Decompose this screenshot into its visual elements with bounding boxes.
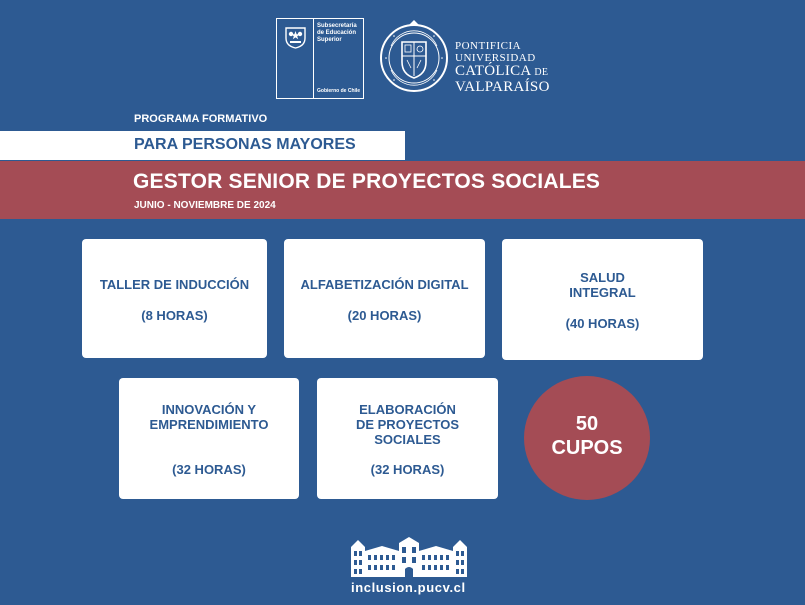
module-card-taller-induccion: [82, 239, 267, 358]
chile-gov-shield-icon: [283, 25, 308, 49]
pucv-seal-icon: [378, 16, 450, 100]
program-dates: JUNIO - NOVIEMBRE DE 2024: [134, 200, 276, 211]
module-name-line: ALFABETIZACIÓN DIGITAL: [300, 277, 469, 292]
cupos-badge: [524, 376, 650, 500]
module-name-line: INNOVACIÓN Y: [161, 402, 257, 417]
module-name: [82, 277, 267, 292]
module-name-line: INTEGRAL: [569, 285, 636, 300]
module-card-elaboracion-proyectos: [317, 378, 498, 499]
pucv-wordmark: [455, 40, 550, 95]
module-card-alfabetizacion-digital: [284, 239, 485, 358]
module-card-salud-integral: [502, 239, 703, 360]
gov-title-line: Superior: [317, 37, 342, 43]
module-name-line: TALLER DE INDUCCIÓN: [99, 277, 250, 292]
cupos-label: CUPOS: [551, 437, 623, 459]
footer-url: inclusion.pucv.cl: [351, 580, 466, 595]
module-name-line: SOCIALES: [374, 432, 441, 447]
university-building-icon: [349, 537, 469, 577]
cupos-number: 50: [575, 413, 599, 435]
program-title: GESTOR SENIOR DE PROYECTOS SOCIALES: [133, 170, 601, 193]
module-name: [502, 270, 703, 300]
module-hours: (20 HORAS): [347, 308, 422, 323]
module-name: [284, 277, 485, 292]
module-hours: (8 HORAS): [141, 308, 208, 323]
program-label: PROGRAMA FORMATIVO: [134, 113, 268, 125]
audience-text: PARA PERSONAS MAYORES: [134, 136, 356, 153]
pucv-line-3-small: DE: [531, 67, 549, 78]
gov-title-line: de Educación: [317, 30, 357, 36]
module-name-line: EMPRENDIMIENTO: [149, 417, 269, 432]
module-card-innovacion-emprendimiento: [119, 378, 299, 499]
module-name-line: SALUD: [580, 270, 625, 285]
module-hours: (32 HORAS): [370, 462, 445, 477]
pucv-line-3-main: CATÓLICA: [455, 63, 532, 79]
pucv-line-2: UNIVERSIDAD: [455, 52, 536, 64]
gov-logo-divider: [313, 19, 314, 98]
module-name-line: DE PROYECTOS: [355, 417, 460, 432]
module-name-line: ELABORACIÓN: [359, 402, 456, 417]
module-hours: (40 HORAS): [565, 316, 640, 331]
gov-title-line: Subsecretaría: [317, 23, 357, 29]
module-name: [119, 402, 299, 432]
module-hours: (32 HORAS): [172, 462, 246, 477]
gov-logo-subtitle: Gobierno de Chile: [317, 88, 361, 94]
gobierno-de-chile-logo: [276, 18, 364, 99]
pucv-line-1: PONTIFICIA: [455, 40, 522, 52]
gov-logo-title: [317, 23, 363, 44]
module-name: [317, 402, 498, 447]
pucv-line-4: VALPARAÍSO: [455, 79, 550, 95]
pucv-line-3: [455, 64, 550, 80]
